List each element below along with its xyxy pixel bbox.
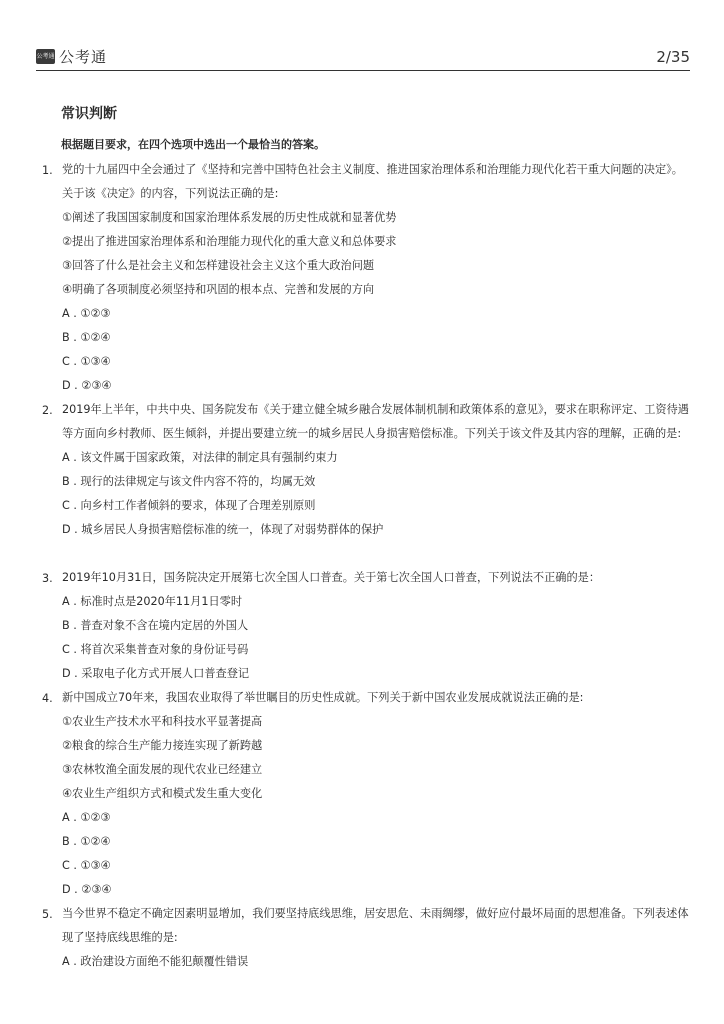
question-1: [42, 164, 694, 398]
statement-item: ②粮食的综合生产能力接连实现了新跨越: [62, 739, 263, 752]
logo-badge-icon: 公考通: [36, 49, 55, 64]
option-c: C . 将首次采集普查对象的身份证号码: [62, 643, 249, 656]
question-3: [42, 572, 694, 686]
option-d: D . 采取电子化方式开展人口普查登记: [62, 667, 250, 680]
option-b: B . 普查对象不含在境内定居的外国人: [62, 619, 249, 632]
statement-item: ①阐述了我国国家制度和国家治理体系发展的历史性成就和显著优势: [62, 211, 397, 224]
section-instruction: 根据题目要求，在四个选项中选出一个最恰当的答案。: [61, 138, 325, 151]
section-title: 常识判断: [61, 106, 117, 122]
option-b: B . ①②④: [62, 835, 111, 848]
option-a: A . 政治建设方面绝不能犯颠覆性错误: [62, 955, 249, 968]
question-4: [42, 692, 694, 902]
option-c: C . ①③④: [62, 355, 111, 368]
option-d: D . ②③④: [62, 883, 112, 896]
question-stem: 2019年10月31日，国务院决定开展第七次全国人口普查。关于第七次全国人口普查，下列说法不正确的是：: [62, 571, 601, 584]
statement-item: ④农业生产组织方式和模式发生重大变化: [62, 787, 263, 800]
question-stem: 党的十九届四中全会通过了《坚持和完善中国特色社会主义制度、推进国家治理体系和治理能力现代化若干重大问题的决定》。关于该《决定》的内容，下列说法正确的是:: [62, 163, 683, 200]
option-d: D . ②③④: [62, 379, 112, 392]
option-b: B . ①②④: [62, 331, 111, 344]
question-5: [42, 908, 694, 974]
option-a: A . ①②③: [62, 811, 111, 824]
logo-text: 公考通: [59, 48, 108, 66]
page-number: 2/35: [656, 48, 690, 66]
option-c: C . 向乡村工作者倾斜的要求，体现了合理差别原则: [62, 499, 316, 512]
question-number: 3.: [42, 572, 53, 585]
question-stem: 2019年上半年，中共中央、国务院发布《关于建立健全城乡融合发展体制机制和政策体系的意见》，要求在职称评定、工资待遇等方面向乡村教师、医生倾斜，并提出要建立统一的城乡居民人身损害赔偿标准。下列关于该文件及其内容的理解，正确的是:: [62, 403, 689, 440]
option-b: B . 现行的法律规定与该文件内容不符的，均属无效: [62, 475, 316, 488]
question-stem: 新中国成立70年来，我国农业取得了举世瞩目的历史性成就。下列关于新中国农业发展成就说法正确的是:: [62, 691, 584, 704]
question-number: 5.: [42, 908, 53, 921]
option-a: A . ①②③: [62, 307, 111, 320]
option-a: A . 该文件属于国家政策，对法律的制定具有强制约束力: [62, 451, 338, 464]
statement-item: ①农业生产技术水平和科技水平显著提高: [62, 715, 263, 728]
question-number: 1.: [42, 164, 53, 177]
option-a: A . 标准时点是2020年11月1日零时: [62, 595, 243, 608]
question-2: [42, 404, 694, 542]
statement-item: ②提出了推进国家治理体系和治理能力现代化的重大意义和总体要求: [62, 235, 397, 248]
question-number: 4.: [42, 692, 53, 705]
statement-item: ④明确了各项制度必须坚持和巩固的根本点、完善和发展的方向: [62, 283, 375, 296]
option-d: D . 城乡居民人身损害赔偿标准的统一，体现了对弱势群体的保护: [62, 523, 384, 536]
page-header: [36, 44, 690, 71]
statement-item: ③农林牧渔全面发展的现代农业已经建立: [62, 763, 263, 776]
brand-logo: [36, 46, 107, 67]
option-c: C . ①③④: [62, 859, 111, 872]
question-stem: 当今世界不稳定不确定因素明显增加，我们要坚持底线思维，居安思危、未雨绸缪，做好应付最坏局面的思想准备。下列表述体现了坚持底线思维的是:: [62, 907, 689, 944]
statement-item: ③回答了什么是社会主义和怎样建设社会主义这个重大政治问题: [62, 259, 375, 272]
question-number: 2.: [42, 404, 53, 417]
